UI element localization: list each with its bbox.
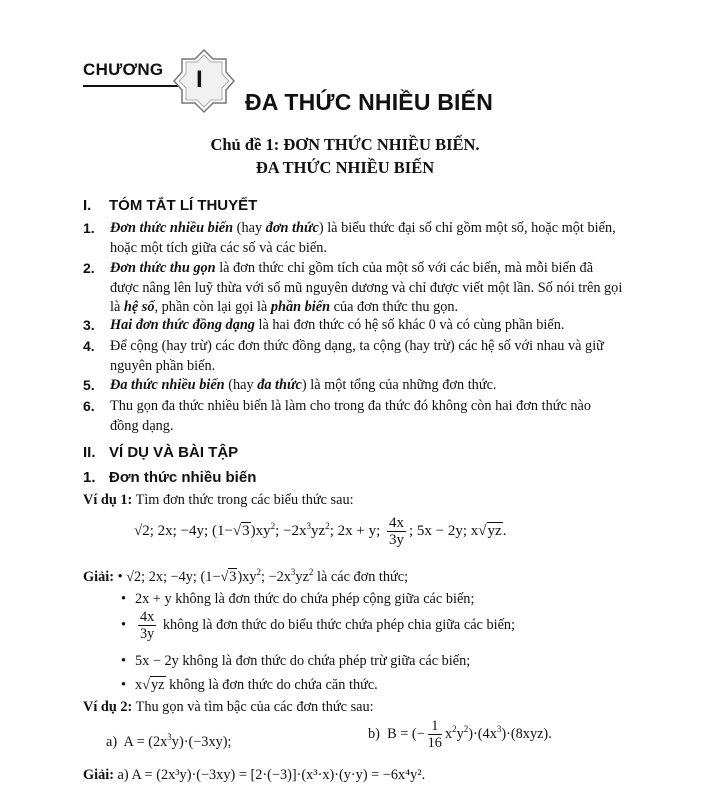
item-number: 6. — [83, 398, 95, 414]
math: ; −2x — [275, 522, 307, 539]
term: Đa thức nhiều biến — [110, 377, 225, 393]
math: )xy — [237, 568, 257, 585]
item-number: 4. — [83, 338, 95, 354]
bullet-icon: • — [121, 653, 127, 669]
math: y)·(−3xy); — [171, 733, 232, 750]
math: )·(4x — [468, 725, 497, 742]
bullet-icon: • — [121, 616, 127, 633]
text: là đơn thức chỉ gồm tích của một số với các biến, mà mỗi biến đã được nâng lên luỹ thừa với số mũ nguyên dương và chỉ được viết một lần. Số nói trên gọi là — [110, 260, 623, 315]
topic-title-line1: Chủ đề 1: ĐƠN THỨC NHIỀU BIẾN. — [210, 135, 480, 154]
bullet-icon: • — [117, 568, 123, 585]
example1-expression — [134, 515, 506, 548]
text: của đơn thức thu gọn. — [330, 299, 459, 315]
section-mark: II. — [83, 444, 96, 461]
sqrt-icon: √ — [134, 522, 143, 539]
term: phần biến — [270, 299, 331, 315]
example-label: Ví dụ 2: — [83, 699, 133, 715]
math: 2; 2x; −4y; (1− — [134, 568, 221, 585]
denominator: 3y — [140, 626, 155, 642]
part-label: a) — [106, 733, 118, 750]
solution-label: Giải: — [83, 767, 114, 783]
exponent: 3 — [167, 732, 172, 742]
fraction — [428, 718, 442, 751]
exponent: 2 — [308, 567, 314, 577]
theory-item — [83, 316, 623, 336]
math: yz — [151, 677, 165, 693]
subsection-title: Đơn thức nhiều biến — [109, 469, 257, 486]
text: ) là biểu thức đại số chỉ gồm một số, hoặc một biến, hoặc một tích giữa các số và các biến. — [110, 220, 616, 256]
solution1-line1 — [83, 563, 408, 587]
sqrt-icon: √ — [220, 568, 229, 585]
sqrt-icon: √ — [478, 522, 487, 539]
theory-item — [83, 376, 623, 396]
math: ; 5x − 2y; x — [409, 522, 479, 539]
numerator: 4x — [389, 515, 404, 531]
text: không là đơn thức do chứa căn thức. — [165, 677, 378, 693]
math: a) A = (2x³y)·(−3xy) = [2·(−3)]·(x³·x)·(y·y) = −6x⁴y². — [113, 767, 426, 783]
denominator: 3y — [389, 532, 404, 548]
fraction — [387, 515, 406, 548]
theory-item — [83, 219, 623, 258]
bullet-icon: • — [121, 677, 127, 693]
item-number: 1. — [83, 220, 95, 236]
math: 3 — [242, 522, 250, 539]
example2-part-a — [106, 728, 231, 752]
part-label: b) — [368, 725, 380, 742]
text: Để cộng (hay trừ) các đơn thức đồng dạng, ta cộng (hay trừ) các hệ số với nhau và giữ nguyên phần biến. — [110, 338, 604, 374]
term: đa thức — [257, 377, 302, 393]
math: yz — [295, 568, 309, 585]
solution1-line2 — [121, 590, 474, 609]
exponent: 2 — [270, 520, 276, 531]
item-number: 2. — [83, 260, 95, 276]
text: là các đơn thức; — [313, 568, 409, 585]
chapter-badge-icon — [172, 48, 236, 114]
subsection-heading — [83, 469, 256, 486]
math: )xy — [250, 522, 271, 539]
theory-item — [83, 259, 623, 318]
item-number: 3. — [83, 317, 95, 333]
math: y — [456, 725, 464, 742]
text: 2x + y không là đơn thức do chứa phép cộng giữa các biến; — [135, 591, 475, 607]
fraction — [138, 609, 156, 642]
section-title: TÓM TẮT LÍ THUYẾT — [109, 197, 258, 214]
text: (hay — [224, 377, 258, 393]
math: ; −2x — [261, 568, 291, 585]
example2-statement — [83, 698, 374, 717]
text: , phần còn lại gọi là — [154, 299, 271, 315]
topic-title-line2: ĐA THỨC NHIỀU BIẾN — [255, 158, 435, 177]
math: x — [135, 677, 143, 693]
text: Thu gọn đa thức nhiều biến là làm cho trong đa thức đó không còn hai đơn thức nào đồng dạng. — [110, 398, 592, 434]
subsection-mark: 1. — [83, 469, 96, 486]
denominator: 16 — [427, 735, 442, 751]
theory-item — [83, 337, 623, 376]
section-heading-examples — [83, 444, 238, 461]
chapter-number: I — [196, 66, 203, 93]
solution1-line3 — [121, 609, 515, 642]
sqrt-icon: √ — [142, 677, 151, 693]
math: ; 2x + y; — [329, 522, 384, 539]
text: ) là một tổng của những đơn thức. — [301, 377, 497, 393]
text: 5x − 2y không là đơn thức do chứa phép trừ giữa các biến; — [135, 653, 471, 669]
section-heading-theory — [83, 197, 257, 214]
term: đơn thức — [265, 220, 319, 236]
example2-part-b — [368, 718, 552, 751]
text: (hay — [233, 220, 266, 236]
math: 2; 2x; −4y; (1− — [142, 522, 233, 539]
example-label: Ví dụ 1: — [83, 492, 133, 508]
math: yz — [311, 522, 326, 539]
solution1-line4 — [121, 652, 470, 671]
solution2-line — [83, 766, 425, 785]
numerator: 4x — [140, 609, 155, 625]
solution1-line5 — [121, 676, 378, 695]
text: Tìm đơn thức trong các biểu thức sau: — [132, 492, 354, 508]
text: không là đơn thức do biểu thức chứa phép chia giữa các biến; — [159, 616, 516, 633]
item-number: 5. — [83, 377, 95, 393]
sqrt-icon: √ — [232, 522, 242, 539]
math: A = (2x — [123, 733, 168, 750]
term: hệ số — [123, 299, 155, 315]
theory-item — [83, 397, 623, 436]
text: Thu gọn và tìm bậc của các đơn thức sau: — [132, 699, 374, 715]
section-mark: I. — [83, 197, 92, 214]
term: Hai đơn thức đồng dạng — [110, 317, 255, 333]
section-title: VÍ DỤ VÀ BÀI TẬP — [109, 444, 239, 461]
sqrt-icon: √ — [126, 568, 135, 585]
text: là hai đơn thức có hệ số khác 0 và có cùng phần biến. — [254, 317, 565, 333]
term: Đơn thức nhiều biến — [110, 220, 234, 236]
math: x — [444, 725, 453, 742]
example1-statement — [83, 491, 354, 510]
exponent: 2 — [452, 724, 457, 735]
chapter-label: CHƯƠNG — [83, 60, 164, 79]
exponent: 2 — [325, 520, 330, 531]
math: )·(8xyz). — [501, 725, 552, 742]
solution-label: Giải: — [83, 568, 114, 585]
chapter-title: ĐA THỨC NHIỀU BIẾN — [245, 89, 493, 115]
exponent: 2 — [463, 724, 469, 735]
math: B = (− — [387, 725, 425, 742]
math: yz — [487, 522, 502, 539]
numerator: 1 — [428, 718, 442, 735]
exponent: 3 — [496, 724, 502, 735]
exponent: 3 — [290, 567, 296, 577]
math: . — [502, 522, 507, 539]
math: 3 — [229, 568, 237, 585]
exponent: 2 — [256, 567, 262, 577]
exponent: 3 — [306, 520, 312, 531]
bullet-icon: • — [121, 591, 127, 607]
term: Đơn thức thu gọn — [110, 260, 216, 276]
